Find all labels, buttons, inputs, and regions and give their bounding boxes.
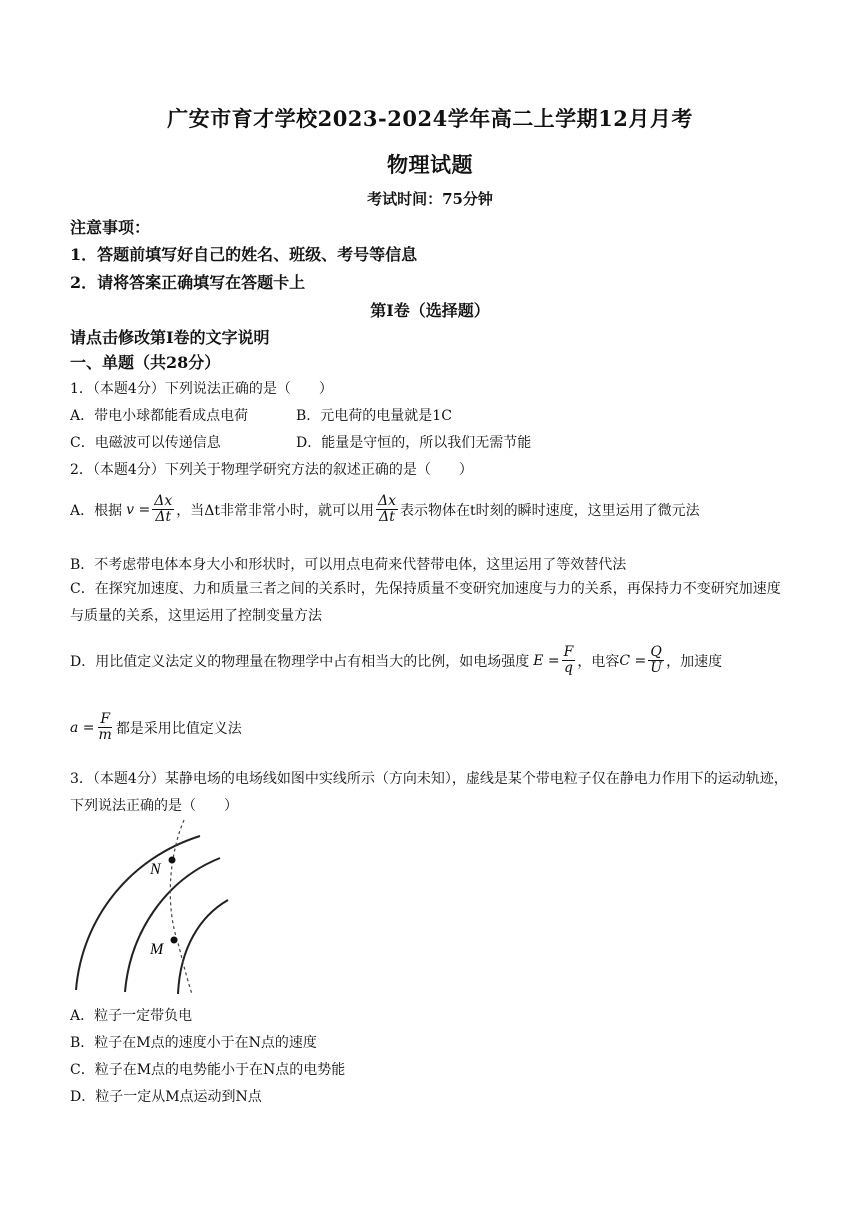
exam-title: 广安市育才学校2023-2024学年高二上学期12月月考 xyxy=(167,106,693,131)
q2-d-c-den: U xyxy=(650,660,663,677)
q3-stem: 3．（本题4分）某静电场的电场线如图中实线所示（方向未知），虚线是某个带电粒子仅在静电力作用下的运动轨迹，下列说法正确的是（ ） xyxy=(70,771,788,814)
q2-d-e-fraction xyxy=(562,645,576,677)
exam-time: 考试时间：75分钟 xyxy=(367,190,493,208)
q2-d-suffix: ，加速度 xyxy=(666,653,723,670)
q2-d-e-num: F xyxy=(563,644,574,660)
q2-d-e-den: q xyxy=(564,660,573,677)
point-n xyxy=(169,857,176,864)
exam-subtitle: 物理试题 xyxy=(387,152,473,177)
edit-hint: 请点击修改第Ⅰ卷的文字说明 xyxy=(70,328,270,347)
q2-d-e-symbol: E = xyxy=(533,652,560,669)
q2-a-fraction-1-den: Δt xyxy=(155,509,172,526)
electric-field-figure xyxy=(70,818,230,996)
q2-d-c-num: Q xyxy=(650,644,662,660)
q2-a-fraction-2-num: Δx xyxy=(377,493,396,509)
q3-option-b: B．粒子在M点的速度小于在N点的速度 xyxy=(70,1035,317,1051)
q2-d-a-fraction xyxy=(97,712,114,744)
label-n: N xyxy=(150,861,161,878)
q2-stem: 2．（本题4分）下列关于物理学研究方法的叙述正确的是（ ） xyxy=(70,462,473,478)
q1-option-d: D．能量是守恒的，所以我们无需节能 xyxy=(296,435,532,451)
q2-a-fraction-1-num: Δx xyxy=(154,493,173,509)
q2-a-fraction-2 xyxy=(376,494,398,526)
notes-heading: 注意事项： xyxy=(70,218,151,237)
q1-stem: 1．（本题4分）下列说法正确的是（ ） xyxy=(70,381,333,397)
q2-a-velocity: v = xyxy=(126,501,151,518)
q1-option-a: A．带电小球都能看成点电荷 xyxy=(70,408,249,424)
label-m: M xyxy=(150,941,164,958)
q3-option-d: D．粒子一定从M点运动到N点 xyxy=(70,1089,262,1105)
q2-option-d-line2 xyxy=(70,712,242,744)
q2-option-a xyxy=(70,494,700,526)
point-m xyxy=(171,937,178,944)
q2-a-fraction-2-den: Δt xyxy=(379,509,395,526)
part-title: 一、单题（共28分） xyxy=(70,353,221,372)
q3-option-c: C．粒子在M点的电势能小于在N点的电势能 xyxy=(70,1062,346,1078)
q2-option-d-line1 xyxy=(70,645,722,677)
q2-d-c-fraction xyxy=(648,645,664,677)
field-line-3 xyxy=(178,900,228,994)
q2-d-a-symbol: a = xyxy=(70,719,95,736)
q2-d-end: 都是采用比值定义法 xyxy=(115,720,242,737)
q2-d-middle: ，电容 xyxy=(577,653,620,670)
q2-a-fraction-1 xyxy=(152,494,174,526)
q1-option-c: C．电磁波可以传递信息 xyxy=(70,435,221,451)
q2-option-c: C．在探究加速度、力和质量三者之间的关系时，先保持质量不变研究加速度与力的关系，再保持力不变研究加速度与质量的关系，这里运用了控制变量方法 xyxy=(70,581,781,624)
volume-title: 第Ⅰ卷（选择题） xyxy=(370,301,490,320)
q2-d-a-den: m xyxy=(98,727,112,744)
notes-item-2: 2．请将答案正确填写在答题卡上 xyxy=(70,273,306,292)
q2-d-c-symbol: C = xyxy=(619,652,647,669)
field-line-2 xyxy=(125,858,220,992)
q2-option-b: B．不考虑带电体本身大小和形状时，可以用点电荷来代替带电体，这里运用了等效替代法 xyxy=(70,557,627,573)
q1-option-b: B．元电荷的电量就是1C xyxy=(296,408,452,424)
notes-item-1: 1．答题前填写好自己的姓名、班级、考号等信息 xyxy=(70,245,418,264)
q2-a-middle: ，当Δt非常非常小时，就可以用 xyxy=(176,502,374,519)
q3-option-a: A．粒子一定带负电 xyxy=(70,1008,193,1024)
q2-d-prefix: D．用比值定义法定义的物理量在物理学中占有相当大的比例，如电场强度 xyxy=(70,653,530,670)
q2-a-prefix: A．根据 xyxy=(70,502,123,519)
q2-d-a-num: F xyxy=(100,711,111,727)
q2-a-suffix: 表示物体在t时刻的瞬时速度，这里运用了微元法 xyxy=(400,502,700,519)
